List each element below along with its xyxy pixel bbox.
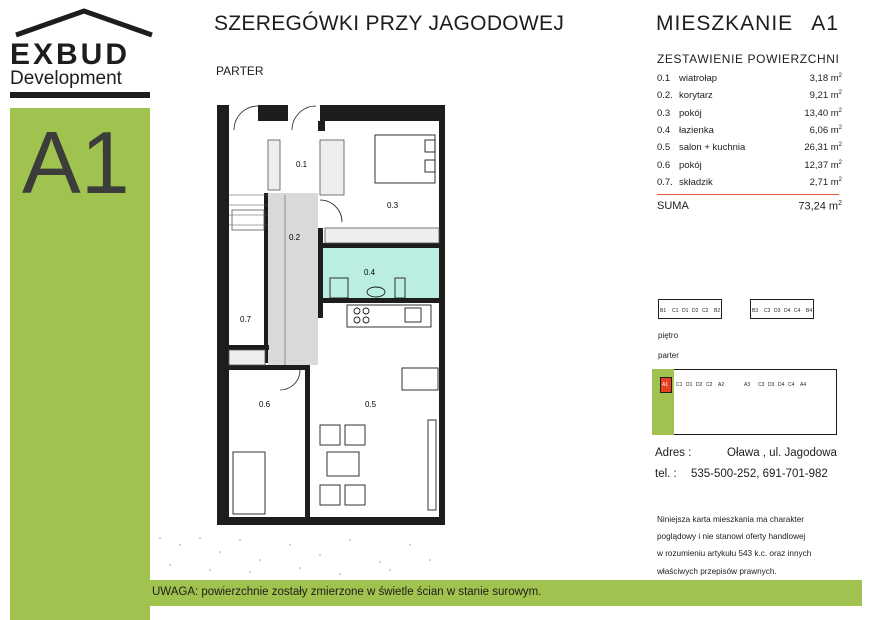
keyplan-upper-cell: C2 (702, 308, 709, 314)
room-number: 0.5 (657, 142, 671, 154)
room-area: 9,21 $m^2$ (809, 90, 842, 102)
logo-underline (10, 92, 150, 98)
warning-text: UWAGA: powierzchnie zostały zmierzone w świetle ścian w stanie surowym. (152, 586, 542, 598)
logo-roof-icon (14, 8, 154, 38)
room-area: 26,31 $m^2$ (804, 142, 842, 154)
logo-subtitle: Development (10, 68, 122, 89)
table-row (657, 122, 842, 139)
keyplan-upper-cell: D4 (784, 308, 791, 314)
keyplan-upper-cell: D3 (774, 308, 781, 314)
room-name: wiatrołap (679, 73, 718, 85)
phone-label: tel. : (655, 468, 677, 480)
table-row (657, 70, 842, 87)
key-plan (650, 295, 840, 435)
room-number: 0.3 (657, 107, 671, 119)
keyplan-upper-label: piętro (658, 331, 679, 340)
page-title: SZEREGÓWKI PRZY JAGODOWEJ (214, 12, 565, 35)
total-label: SUMA (657, 200, 689, 212)
apartment-id: A1 (811, 12, 839, 35)
room-name: składzik (679, 176, 713, 188)
disclaimer-line: właściwych przepisów prawnych. (657, 566, 777, 576)
level-label: PARTER (216, 64, 264, 78)
address-value: Oława , ul. Jagodowa (727, 447, 837, 459)
keyplan-lower-cell: A2 (718, 382, 725, 388)
keyplan-lower-cell: A1 (662, 382, 669, 388)
logo-wordmark: EXBUD (10, 38, 131, 71)
apartment-title (656, 12, 839, 36)
room-label-01: 0.1 (296, 160, 308, 169)
room-area: 6,06 $m^2$ (809, 124, 842, 137)
room-label-07: 0.7 (240, 315, 252, 324)
table-divider (657, 194, 839, 195)
keyplan-upper-cell: C1 (672, 308, 679, 314)
keyplan-upper-cell: B2 (714, 308, 721, 314)
apartment-prefix: MIESZKANIE (656, 12, 794, 35)
room-area: 12,37 $m^2$ (804, 159, 842, 171)
table-row (657, 87, 842, 104)
keyplan-lower-cell: C3 (758, 382, 765, 388)
bathroom-fill (323, 248, 439, 300)
room-name: pokój (679, 107, 702, 119)
disclaimer-line: poglądowy i nie stanowi oferty handlowej (657, 532, 806, 542)
disclaimer (657, 511, 857, 580)
keyplan-lower-label: parter (658, 351, 679, 360)
keyplan-lower-cell: D2 (696, 382, 703, 388)
room-number: 0.2. (657, 90, 673, 102)
room-label-03: 0.3 (387, 201, 399, 210)
room-name: pokój (679, 159, 702, 171)
keyplan-block-lower (652, 369, 837, 435)
table-row (657, 174, 842, 191)
room-number: 0.7. (657, 176, 673, 188)
keyplan-upper-cell: B4 (806, 308, 813, 314)
apartment-badge: A1 (22, 113, 130, 212)
keyplan-upper-cell: C4 (794, 308, 801, 314)
address-label: Adres : (655, 447, 692, 459)
room-area: 2,71 $m^2$ (809, 176, 842, 188)
room-label-06: 0.6 (259, 400, 271, 409)
room-number: 0.4 (657, 125, 671, 137)
keyplan-block-upper-left (658, 299, 722, 319)
corridor-fill (268, 193, 318, 365)
areas-title: ZESTAWIENIE POWIERZCHNI (657, 52, 840, 66)
room-label-04: 0.4 (364, 268, 376, 277)
area-table (657, 70, 842, 191)
room-number: 0.6 (657, 159, 671, 171)
disclaimer-line: w rozumieniu artykułu 543 k.c. oraz innych (657, 549, 812, 559)
keyplan-upper-cell: D1 (682, 308, 689, 314)
room-label-02: 0.2 (289, 233, 301, 242)
keyplan-lower-cell: D3 (768, 382, 775, 388)
phone-value: 535-500-252, 691-701-982 (691, 468, 828, 480)
keyplan-lower-cell: C1 (676, 382, 683, 388)
keyplan-upper-cell: B3 (752, 308, 759, 314)
table-row (657, 156, 842, 173)
address-row (655, 447, 837, 459)
keyplan-lower-cell: A4 (800, 382, 807, 388)
keyplan-lower-cell: D4 (778, 382, 785, 388)
keyplan-upper-cell: D2 (692, 308, 699, 314)
room-name: łazienka (679, 125, 714, 137)
total-value: 73,24 $m^2$ (798, 200, 842, 213)
room-name: salon + kuchnia (679, 142, 746, 154)
disclaimer-line: Niniejsza karta mieszkania ma charakter (657, 515, 804, 524)
table-row (657, 139, 842, 156)
keyplan-lower-cell: C4 (788, 382, 795, 388)
total-row (657, 200, 842, 213)
room-label-05: 0.5 (365, 400, 377, 409)
keyplan-block-upper-right (750, 299, 814, 319)
keyplan-lower-cell: C2 (706, 382, 713, 388)
keyplan-upper-cell: B1 (660, 308, 667, 314)
room-number: 0.1 (657, 73, 671, 85)
table-row (657, 105, 842, 122)
keyplan-upper-cell: C3 (764, 308, 771, 314)
room-name: korytarz (679, 90, 713, 102)
phone-row (655, 468, 828, 480)
keyplan-lower-cell: D1 (686, 382, 693, 388)
floor-plan (150, 100, 450, 600)
keyplan-lower-cell: A3 (744, 382, 751, 388)
garden-area (150, 528, 450, 580)
room-area: 3,18 $m^2$ (809, 73, 842, 85)
room-area: 13,40 $m^2$ (804, 107, 842, 119)
